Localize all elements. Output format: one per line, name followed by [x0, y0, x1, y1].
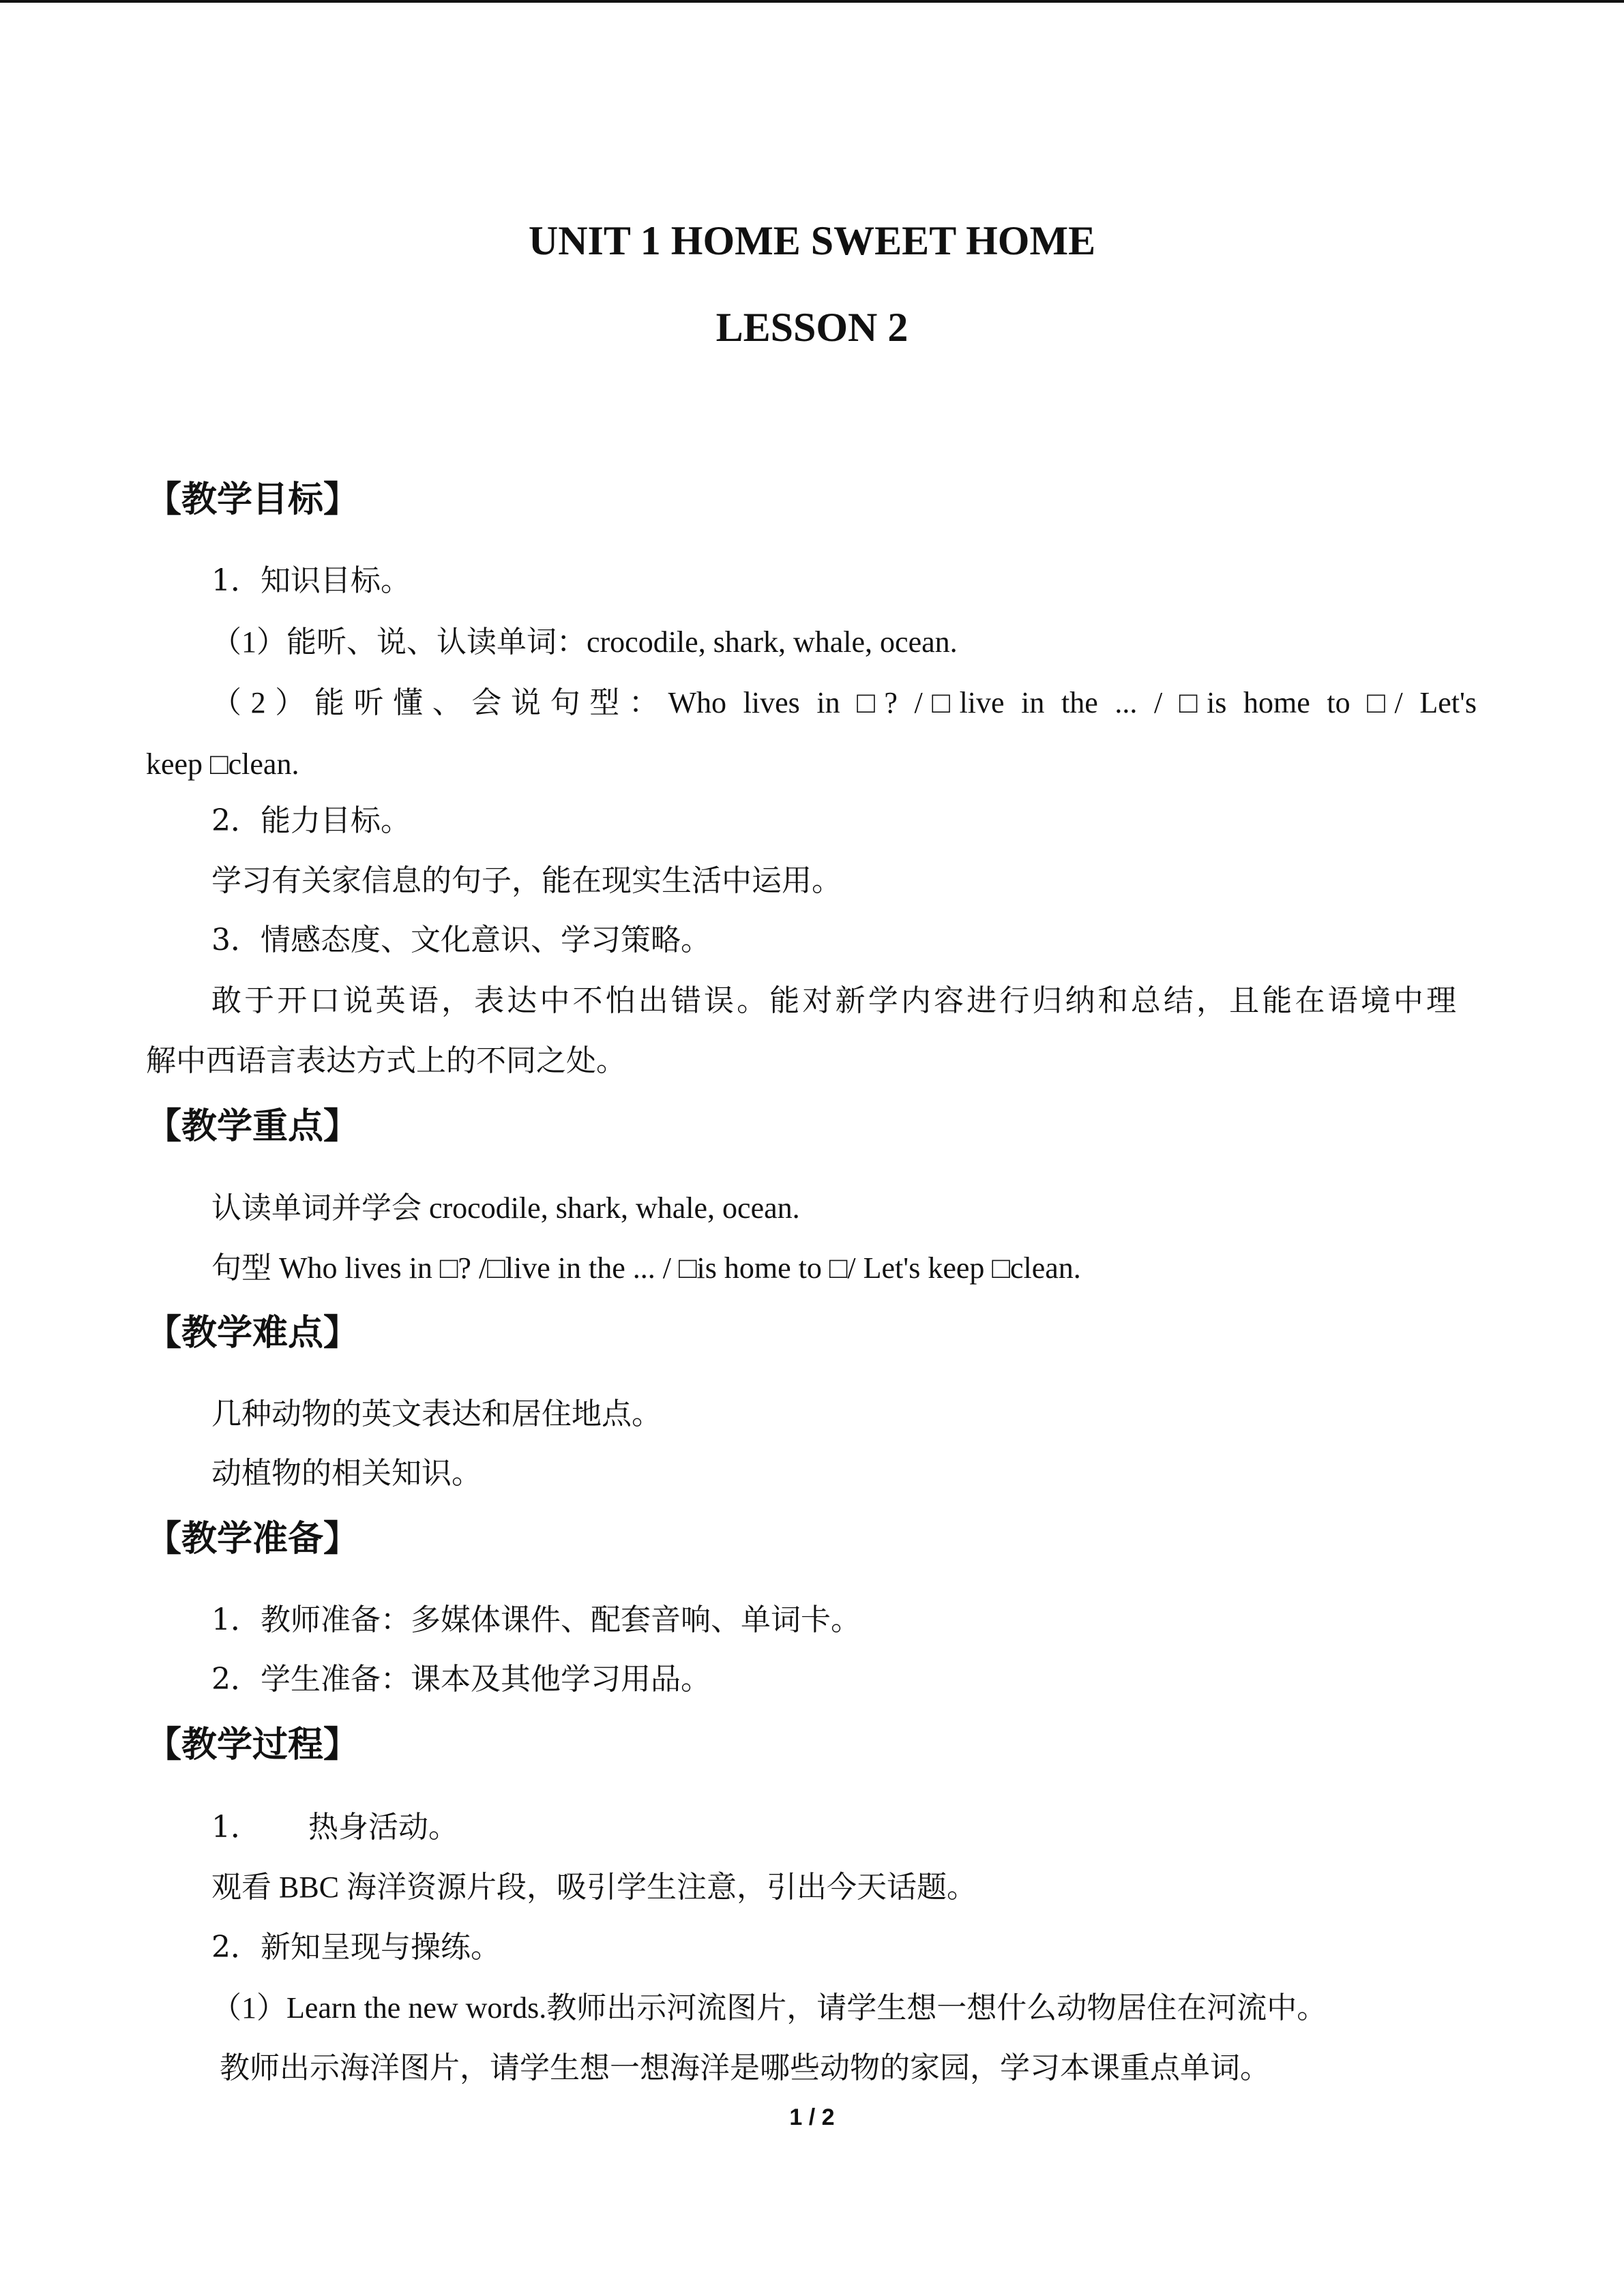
- ability-objective-label: 2．能力目标。: [211, 803, 411, 838]
- section-heading-objectives: 【教学目标】: [146, 479, 359, 520]
- section-heading-difficulties: 【教学难点】: [146, 1313, 359, 1354]
- sentence-pattern-line-1: （2）能听懂、会说句型：Who lives in □? /□live in the ... / □is home to □/ Let's: [211, 686, 1477, 719]
- emotion-objective-text-1: 敢于开口说英语，表达中不怕出错误。能对新学内容进行归纳和总结，且能在语境中理: [211, 983, 1456, 1018]
- page-number: 1 / 2: [789, 2104, 835, 2130]
- process-step-1: [211, 1807, 458, 1848]
- key-points-line-2: 句型 Who lives in □? /□live in the ... / □is home to □/ Let's keep □clean.: [211, 1251, 1081, 1285]
- key-points-line-1: 认读单词并学会 crocodile, shark, whale, ocean.: [211, 1191, 800, 1225]
- emotion-objective-text-2: 解中西语言表达方式上的不同之处。: [146, 1043, 626, 1078]
- process-step-2-line-2: 教师出示海洋图片，请学生想一想海洋是哪些动物的家园，学习本课重点单词。: [220, 2051, 1270, 2085]
- section-heading-preparation: 【教学准备】: [146, 1519, 359, 1560]
- top-border-rule: [0, 0, 1624, 3]
- process-step-1-label: 热身活动。: [308, 1810, 458, 1845]
- section-heading-process: 【教学过程】: [146, 1725, 359, 1765]
- document-subtitle: LESSON 2: [715, 305, 909, 350]
- process-step-2-line-1: （1）Learn the new words.教师出示河流图片，请学生想一想什么动物居住在河流中。: [211, 1991, 1327, 2025]
- difficulties-line-1: 几种动物的英文表达和居住地点。: [211, 1397, 662, 1431]
- knowledge-objective-label: 1．知识目标。: [211, 563, 411, 598]
- process-step-1-text: 观看 BBC 海洋资源片段，吸引学生注意，引出今天话题。: [211, 1870, 977, 1904]
- sentence-pattern-line-2: keep □clean.: [146, 747, 299, 781]
- section-heading-key-points: 【教学重点】: [146, 1106, 359, 1147]
- emotion-objective-label: 3．情感态度、文化意识、学习策略。: [211, 923, 711, 957]
- process-step-1-number: 1．: [211, 1810, 261, 1845]
- ability-objective-text: 学习有关家信息的句子，能在现实生活中运用。: [211, 863, 842, 898]
- vocabulary-line: （1）能听、说、认读单词：crocodile, shark, whale, ocean.: [211, 625, 958, 659]
- process-step-2-label: 2．新知呈现与操练。: [211, 1930, 501, 1965]
- difficulties-line-2: 动植物的相关知识。: [211, 1456, 482, 1491]
- document-title: UNIT 1 HOME SWEET HOME: [528, 218, 1096, 263]
- preparation-line-2: 2．学生准备：课本及其他学习用品。: [211, 1662, 711, 1697]
- preparation-line-1: 1．教师准备：多媒体课件、配套音响、单词卡。: [211, 1602, 861, 1637]
